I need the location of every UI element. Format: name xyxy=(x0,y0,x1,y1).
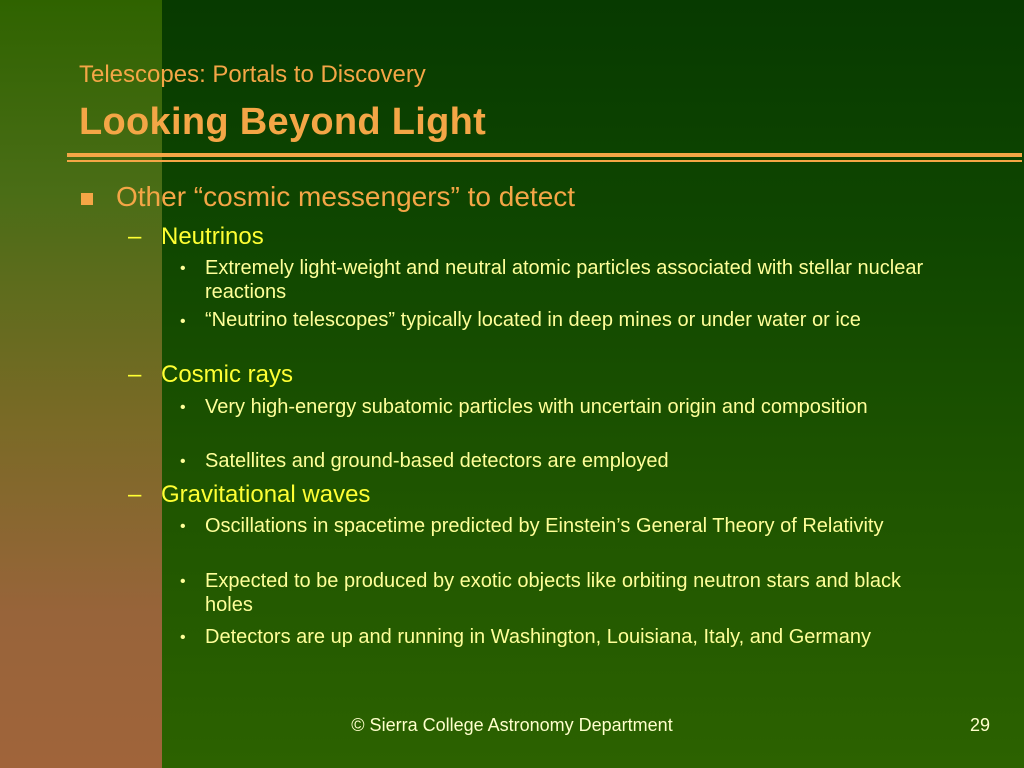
dash-bullet-icon: – xyxy=(128,223,142,250)
dot-bullet-icon: • xyxy=(180,399,186,416)
dot-bullet-icon: • xyxy=(180,453,186,470)
title-divider-thick xyxy=(67,153,1022,157)
slide-footer: © Sierra College Astronomy Department xyxy=(351,715,673,735)
section-heading-gravitational-waves: Gravitational waves xyxy=(161,481,371,508)
bullet-cosmic-rays-1: Very high-energy subatomic particles with uncertain origin and composition xyxy=(205,396,868,418)
dash-bullet-icon: – xyxy=(128,361,142,388)
bullet-cosmic-rays-2: Satellites and ground-based detectors are employed xyxy=(205,450,669,472)
bullet-neutrinos-1: Extremely light-weight and neutral atomic particles associated with stellar nuclear reactions xyxy=(205,257,924,303)
slide-title: Looking Beyond Light xyxy=(79,101,487,143)
main-point: Other “cosmic messengers” to detect xyxy=(116,181,576,212)
dot-bullet-icon: • xyxy=(180,573,186,590)
page-number: 29 xyxy=(969,715,990,735)
square-bullet-icon xyxy=(81,193,93,205)
bullet-neutrinos-2: “Neutrino telescopes” typically located in deep mines or under water or ice xyxy=(205,309,861,331)
dot-bullet-icon: • xyxy=(180,629,186,646)
dash-bullet-icon: – xyxy=(128,481,142,508)
bullet-grav-waves-1: Oscillations in spacetime predicted by Einstein’s General Theory of Relativity xyxy=(205,515,884,537)
title-divider-thin xyxy=(67,160,1022,162)
section-heading-cosmic-rays: Cosmic rays xyxy=(161,361,294,388)
bullet-grav-waves-3: Detectors are up and running in Washington, Louisiana, Italy, and Germany xyxy=(205,626,871,648)
slide-subtitle: Telescopes: Portals to Discovery xyxy=(79,61,426,88)
dot-bullet-icon: • xyxy=(180,313,186,330)
section-heading-neutrinos: Neutrinos xyxy=(161,223,264,250)
dot-bullet-icon: • xyxy=(180,518,186,535)
dot-bullet-icon: • xyxy=(180,260,186,277)
bullet-grav-waves-2: Expected to be produced by exotic objects like orbiting neutron stars and black holes xyxy=(205,570,901,616)
